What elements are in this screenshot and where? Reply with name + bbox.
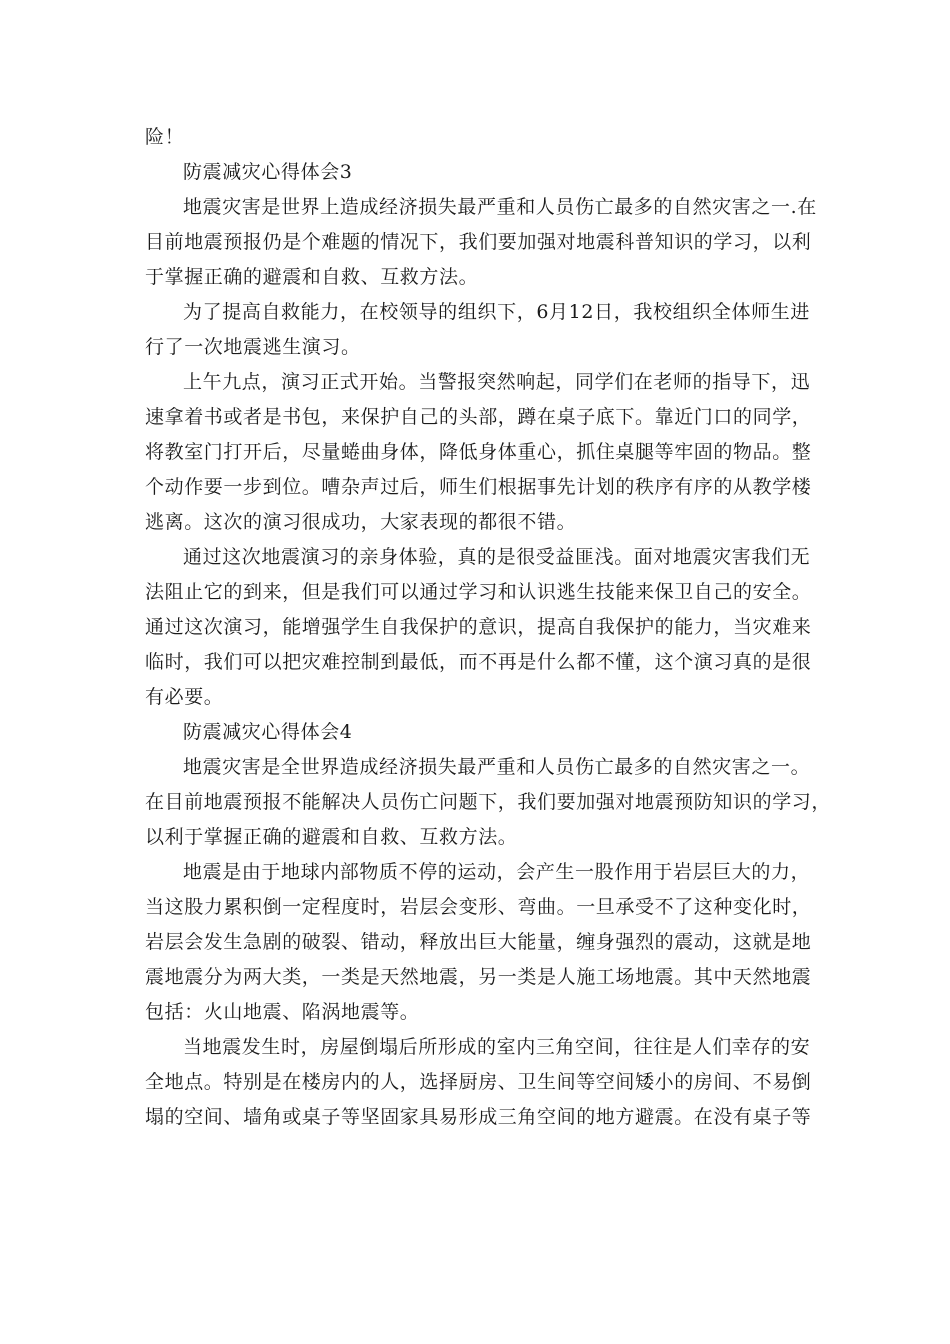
section-heading: 防震减灾心得体会4: [183, 721, 353, 743]
text-line: 为了提高自救能力，在校领导的组织下，6月12日，我校组织全体师生进: [183, 301, 810, 323]
text-line: 将教室门打开后，尽量蜷曲身体，降低身体重心，抓住桌腿等牢固的物品。整: [145, 441, 812, 463]
text-line: 塌的空间、墙角或桌子等坚固家具易形成三角空间的地方避震。在没有桌子等: [145, 1106, 812, 1128]
text-line: 通过这次演习，能增强学生自我保护的意识，提高自我保护的能力，当灾难来: [145, 616, 812, 638]
text-line: 全地点。特别是在楼房内的人，选择厨房、卫生间等空间矮小的房间、不易倒: [145, 1071, 812, 1093]
text-line: 以利于掌握正确的避震和自救、互救方法。: [145, 826, 518, 848]
text-line: 上午九点，演习正式开始。当警报突然响起，同学们在老师的指导下，迅: [183, 371, 811, 393]
text-line: 当地震发生时，房屋倒塌后所形成的室内三角空间，往往是人们幸存的安: [183, 1036, 811, 1058]
text-line: 通过这次地震演习的亲身体验，真的是很受益匪浅。面对地震灾害我们无: [183, 546, 811, 568]
text-line: 包括：火山地震、陷涡地震等。: [145, 1001, 420, 1023]
text-line: 法阻止它的到来，但是我们可以通过学习和认识逃生技能来保卫自己的安全。: [145, 581, 812, 603]
section-heading: 防震减灾心得体会3: [183, 161, 353, 183]
text-line: 有必要。: [145, 686, 224, 708]
text-line: 岩层会发生急剧的破裂、错动，释放出巨大能量，缠身强烈的震动，这就是地: [145, 931, 812, 953]
text-line: 速拿着书或者是书包，来保护自己的头部，蹲在桌子底下。靠近门口的同学，: [145, 406, 812, 428]
text-line: 临时，我们可以把灾难控制到最低，而不再是什么都不懂，这个演习真的是很: [145, 651, 812, 673]
text-line: 个动作要一步到位。嘈杂声过后，师生们根据事先计划的秩序有序的从教学楼: [145, 476, 812, 498]
document-page: [145, 120, 832, 1135]
text-line: 当这股力累积倒一定程度时，岩层会变形、弯曲。一旦承受不了这种变化时，: [145, 896, 812, 918]
text-line: 险！: [145, 126, 185, 148]
text-line: 于掌握正确的避震和自救、互救方法。: [145, 266, 479, 288]
text-line: 地震灾害是世界上造成经济损失最严重和人员伤亡最多的自然灾害之一.在: [183, 196, 817, 218]
text-line: 行了一次地震逃生演习。: [145, 336, 361, 358]
text-line: 地震灾害是全世界造成经济损失最严重和人员伤亡最多的自然灾害之一。: [183, 756, 811, 778]
text-line: 震地震分为两大类，一类是天然地震，另一类是人施工场地震。其中天然地震: [145, 966, 812, 988]
text-line: 目前地震预报仍是个难题的情况下，我们要加强对地震科普知识的学习，以利: [145, 231, 812, 253]
text-line: 逃离。这次的演习很成功，大家表现的都很不错。: [145, 511, 577, 533]
text-line: 在目前地震预报不能解决人员伤亡问题下，我们要加强对地震预防知识的学习，: [145, 791, 832, 813]
text-line: 地震是由于地球内部物质不停的运动，会产生一股作用于岩层巨大的力，: [183, 861, 811, 883]
